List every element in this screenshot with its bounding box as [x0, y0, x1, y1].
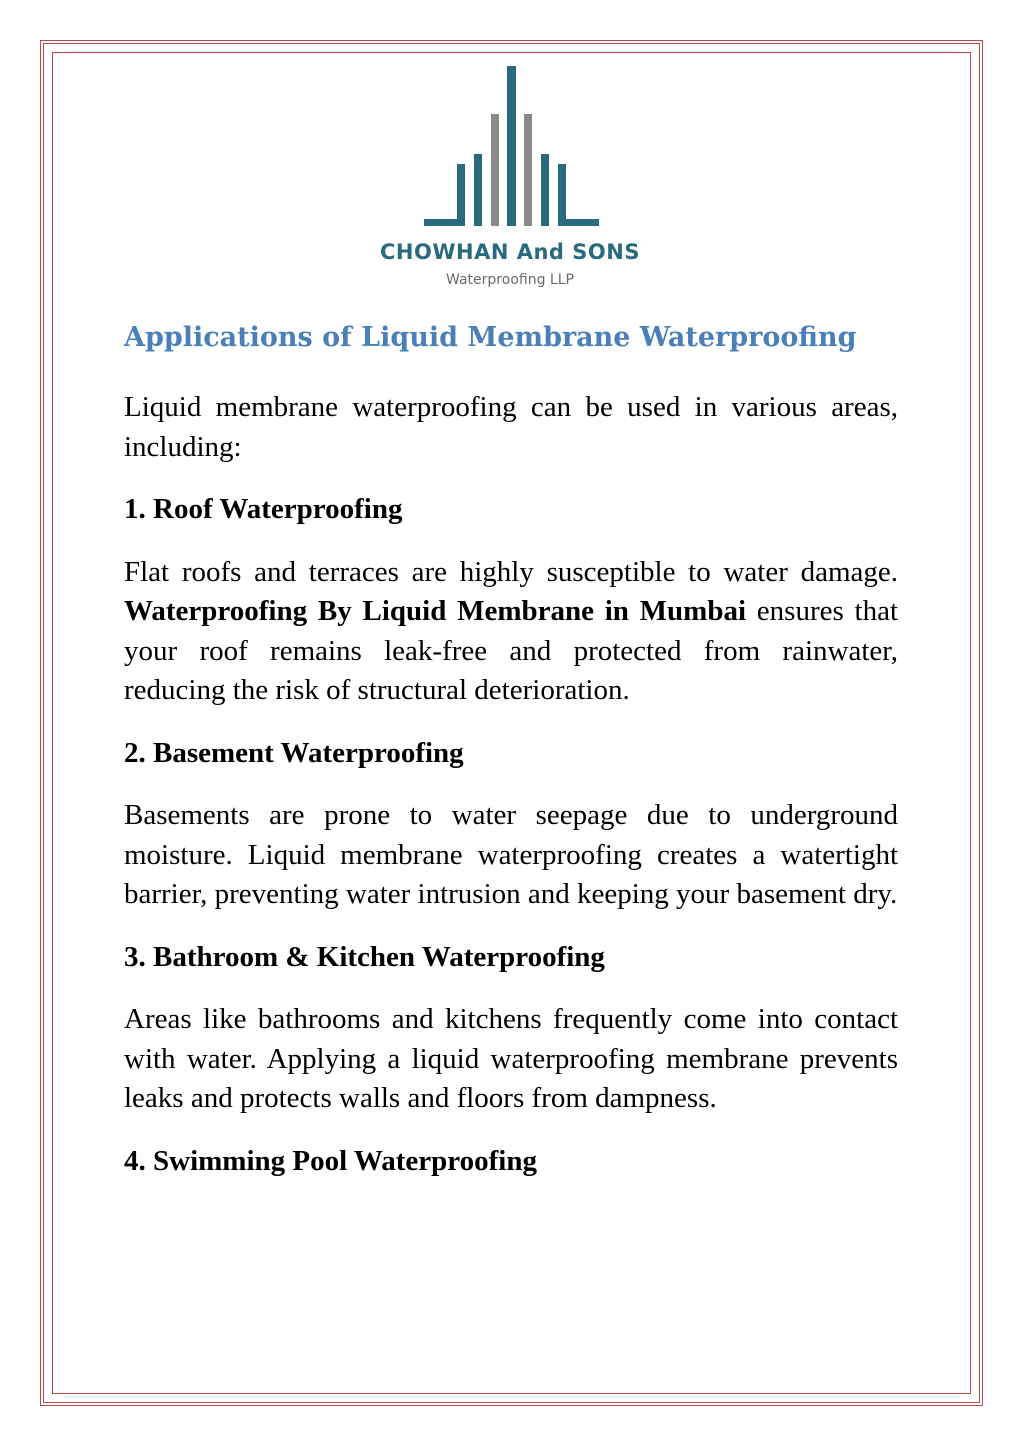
section-heading-bathroom-kitchen: 3. Bathroom & Kitchen Waterproofing [124, 940, 605, 973]
section-body-roof-text-1: Flat roofs and terraces are highly susceptible to water damage. [124, 555, 898, 588]
section-body-roof-bold: Waterproofing By Liquid Membrane in Mumbai [124, 595, 747, 627]
brand-subtitle: Waterproofing LLP [446, 272, 574, 288]
section-heading-basement: 2. Basement Waterproofing [124, 736, 464, 769]
section-body-bathroom-kitchen: Areas like bathrooms and kitchens frequently come into contact with water. Applying a liquid waterproofing membrane prevents leaks and protects walls and floors from dampness. [124, 1003, 898, 1114]
section-body-roof-text-2: ensures that your roof remains leak-free and protected from rainwater, reducing the risk of structural deterioration. [124, 595, 899, 706]
document-title: Applications of Liquid Membrane Waterproofing [124, 322, 857, 353]
section-heading-swimming-pool: 4. Swimming Pool Waterproofing [124, 1144, 537, 1177]
section-body-roof [124, 553, 898, 711]
document-body [124, 318, 898, 1204]
intro-paragraph: Liquid membrane waterproofing can be used in various areas, including: [124, 391, 898, 463]
section-heading-roof: 1. Roof Waterproofing [124, 493, 403, 525]
brand-name: CHOWHAN And SONS [380, 240, 640, 264]
section-body-basement: Basements are prone to water seepage due to underground moisture. Liquid membrane waterproofing creates a watertight barrier, preventing water intrusion and keeping your basement dry. [124, 799, 898, 910]
